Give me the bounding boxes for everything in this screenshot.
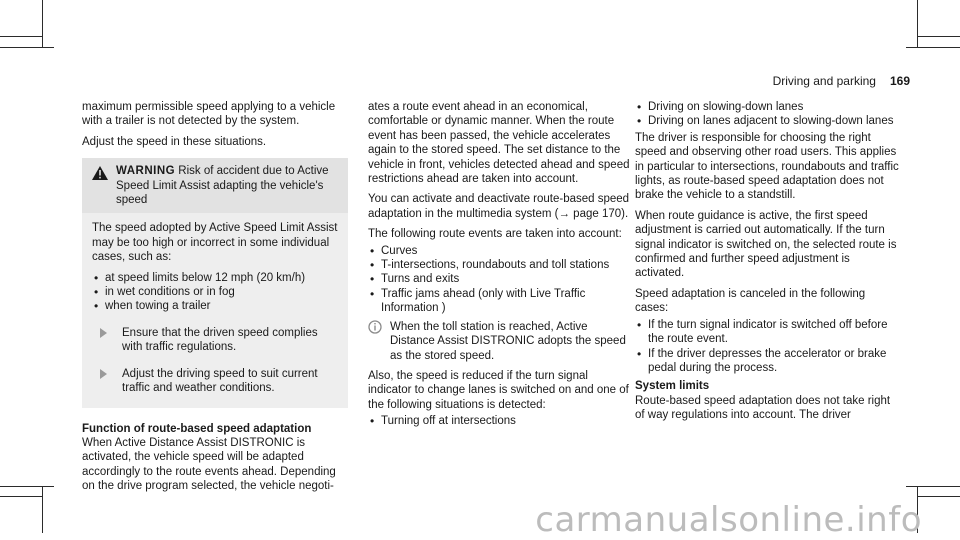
- page-number: 169: [889, 74, 910, 88]
- list-item: • T-intersections, roundabouts and toll stations: [368, 258, 632, 272]
- step-text: Adjust the driving speed to suit current traffic and weather conditions.: [122, 367, 318, 395]
- step-arrow-icon: [100, 328, 107, 338]
- paragraph: When route guidance is active, the first speed adjustment is carried out automatically. If the turn signal indicator is switched on, the selected route is confirmed and further speed adjustment is activated.: [635, 209, 897, 280]
- list-item: • Turns and exits: [368, 272, 632, 286]
- crop-mark: [917, 0, 918, 48]
- instruction-step: [92, 326, 338, 355]
- warning-header: [82, 158, 348, 213]
- crop-mark: [42, 0, 43, 48]
- column-3: [635, 100, 899, 429]
- step-arrow-icon: [100, 369, 107, 379]
- note: [368, 320, 632, 363]
- warning-title: Risk of accident due to Active Speed Limit Assist adapting the vehicle's speed: [116, 165, 329, 207]
- list-item: • Curves: [368, 244, 632, 258]
- instruction-step: [92, 367, 338, 396]
- warning-body: [82, 213, 348, 395]
- crop-mark: [0, 36, 42, 37]
- paragraph: Speed adaptation is canceled in the following cases:: [635, 287, 866, 315]
- list-item: • Driving on lanes adjacent to slowing-down lanes: [635, 114, 899, 128]
- column-1: [82, 100, 346, 500]
- warning-list: [92, 271, 338, 314]
- section-heading: Function of route-based speed adaptation: [82, 422, 312, 435]
- paragraph: ates a route event ahead in an economical, comfortable or dynamic manner. When the route event has been passed, the vehicle accelerates again to the stored speed. The set distance to the vehicle in front, vehicles detected ahead and speed restrictions ahead are taken into account.: [368, 101, 630, 186]
- warning-label: WARNING: [116, 165, 176, 178]
- crop-mark: [0, 486, 54, 487]
- crop-mark: [906, 486, 960, 487]
- crop-mark: [918, 36, 960, 37]
- crop-mark: [906, 47, 960, 48]
- list-item: • If the driver depresses the accelerator or brake pedal during the process.: [635, 347, 899, 376]
- warning-triangle-icon: [92, 166, 108, 180]
- section-text: When Active Distance Assist DISTRONIC is activated, the vehicle speed will be adapted accordingly to the route events ahead. Depending on the drive program selected, the vehicle negoti-: [82, 436, 336, 493]
- warning-text: The speed adopted by Active Speed Limit Assist may be too high or incorrect in some individual cases, such as:: [92, 222, 338, 264]
- crop-mark: [0, 496, 42, 497]
- crop-mark: [42, 486, 43, 533]
- section-title: Driving and parking: [772, 74, 876, 88]
- situations-list-continued: [635, 100, 899, 129]
- paragraph: The driver is responsible for choosing the right speed and observing other road users. This applies in particular to intersections, roundabouts and traffic lights, as route-based speed adaptation does not brake the vehicle to a standstill.: [635, 131, 899, 202]
- step-text: Ensure that the driven speed complies with traffic regulations.: [122, 326, 318, 354]
- section-heading: System limits: [635, 380, 710, 393]
- list-item: • Turning off at intersections: [368, 414, 632, 428]
- note-text: When the toll station is reached, Active Distance Assist DISTRONIC adopts the speed as the stored speed.: [390, 320, 626, 362]
- list-item: • Driving on slowing-down lanes: [635, 100, 899, 114]
- column-2: [368, 100, 632, 433]
- paragraph: The following route events are taken into account:: [368, 228, 622, 241]
- info-icon: [368, 320, 382, 334]
- adjust-text: Adjust the speed in these situations.: [82, 135, 267, 148]
- list-item: • Traffic jams ahead (only with Live Traffic Information ): [368, 287, 632, 316]
- cancel-cases-list: [635, 318, 899, 376]
- list-item: • when towing a trailer: [92, 299, 338, 313]
- intro-text: maximum permissible speed applying to a vehicle with a trailer is not detected by the system.: [82, 101, 336, 128]
- situations-list: [368, 414, 632, 428]
- list-item: • If the turn signal indicator is switched off before the route event.: [635, 318, 899, 347]
- route-events-list: [368, 244, 632, 316]
- crop-mark: [918, 496, 960, 497]
- crop-mark: [0, 47, 54, 48]
- paragraph: Also, the speed is reduced if the turn signal indicator to change lanes is switched on and one of the following situations is detected:: [368, 369, 629, 411]
- list-item: • at speed limits below 12 mph (20 km/h): [92, 271, 338, 285]
- watermark: carmanualsonline.info: [535, 499, 922, 540]
- list-item: • in wet conditions or in fog: [92, 285, 338, 299]
- paragraph: Route-based speed adaptation does not take right of way regulations into account. The driver: [635, 394, 891, 422]
- warning-box: [82, 158, 348, 407]
- page-header: [773, 74, 910, 88]
- paragraph-page-ref: You can activate and deactivate route-based speed adaptation in the multimedia system (→ page 170).: [368, 193, 630, 220]
